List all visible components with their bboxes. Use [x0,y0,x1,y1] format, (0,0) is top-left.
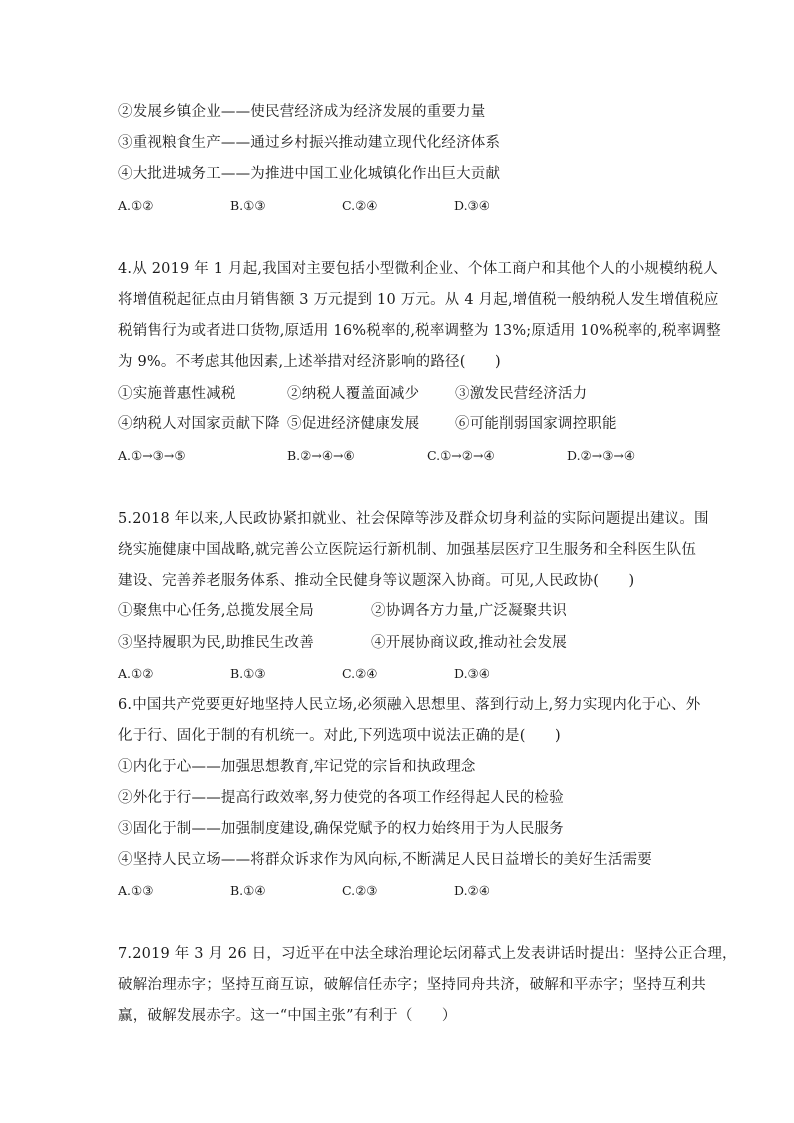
q6-option-c: C.②③ [342,883,378,898]
q6-stem-line: 6.中国共产党要更好地坚持人民立场,必须融入思想里、落到行动上,努力实现内化于心、外 [118,697,701,713]
q5-option-a: A.①② [118,666,154,681]
q3-item: ②发展乡镇企业——使民营经济成为经济发展的重要力量 [118,104,486,120]
q3-item: ③重视粮食生产——通过乡村振兴推动建立现代化经济体系 [118,135,501,151]
q6-option-b: B.①④ [230,883,266,898]
q3-option-a: A.①② [118,198,154,213]
q7-stem-line: 7.2019 年 3 月 26 日，习近平在中法全球治理论坛闭幕式上发表讲话时提出：坚持公正合理， [118,946,737,962]
q4-item: ⑥可能削弱国家调控职能 [455,416,617,432]
q4-item: ②纳税人覆盖面减少 [287,386,420,402]
q7-stem-line: 破解治理赤字；坚持互商互谅，破解信任赤字；坚持同舟共济，破解和平赤字；坚持互利共 [118,977,706,993]
q4-option-c: C.①→②→④ [427,448,495,463]
q4-item: ⑤促进经济健康发展 [287,416,420,432]
q6-option-d: D.②④ [454,883,490,898]
q5-option-b: B.①③ [230,666,266,681]
q6-item: ③固化于制——加强制度建设,确保党赋予的权力始终用于为人民服务 [118,821,564,837]
q4-item: ①实施普惠性减税 [118,386,236,402]
q5-item: ③坚持履职为民,助推民生改善 [118,635,314,651]
q4-stem-line: 将增值税起征点由月销售额 3 万元提到 10 万元。从 4 月起,增值税一般纳税人发生增值税应 [118,292,719,308]
q6-option-a: A.①③ [118,883,154,898]
q4-item: ④纳税人对国家贡献下降 [118,416,280,432]
q7-stem-line: 赢，破解发展赤字。这一“中国主张”有利于（ ） [118,1008,457,1024]
q5-item: ②协调各方力量,广泛凝聚共识 [371,603,567,619]
q4-option-d: D.②→③→④ [567,448,636,463]
q4-stem-line: 税销售行为或者进口货物,原适用 16%税率的,税率调整为 13%;原适用 10%税率的,税率调整 [118,323,721,339]
q6-item: ②外化于行——提高行政效率,努力使党的各项工作经得起人民的检验 [118,790,564,806]
q5-stem-line: 5.2018 年以来,人民政协紧扣就业、社会保障等涉及群众切身利益的实际问题提出建议。围 [118,511,709,527]
q5-option-d: D.③④ [454,666,490,681]
q6-stem-line: 化于行、固化于制的有机统一。对此,下列选项中说法正确的是( ) [118,728,561,744]
q4-stem-line: 4.从 2019 年 1 月起,我国对主要包括小型微利企业、个体工商户和其他个人的小规模纳税人 [118,261,718,277]
q4-item: ③激发民营经济活力 [455,386,588,402]
q3-item: ④大批进城务工——为推进中国工业化城镇化作出巨大贡献 [118,166,501,182]
q6-item: ④坚持人民立场——将群众诉求作为风向标,不断满足人民日益增长的美好生活需要 [118,852,653,868]
q4-stem-line: 为 9%。不考虑其他因素,上述举措对经济影响的路径( ) [118,354,501,370]
q3-option-d: D.③④ [454,198,490,213]
q5-stem-line: 建设、完善养老服务体系、推动全民健身等议题深入协商。可见,人民政协( ) [118,573,635,589]
q3-option-c: C.②④ [342,198,378,213]
q5-option-c: C.②④ [342,666,378,681]
q5-item: ④开展协商议政,推动社会发展 [371,635,567,651]
q3-option-b: B.①③ [230,198,266,213]
q6-item: ①内化于心——加强思想教育,牢记党的宗旨和执政理念 [118,759,476,775]
q4-option-b: B.②→④→⑥ [287,448,355,463]
q4-option-a: A.①→③→⑤ [118,448,186,463]
q5-item: ①聚焦中心任务,总揽发展全局 [118,603,314,619]
q5-stem-line: 绕实施健康中国战略,就完善公立医院运行新机制、加强基层医疗卫生服务和全科医生队伍 [118,542,697,558]
